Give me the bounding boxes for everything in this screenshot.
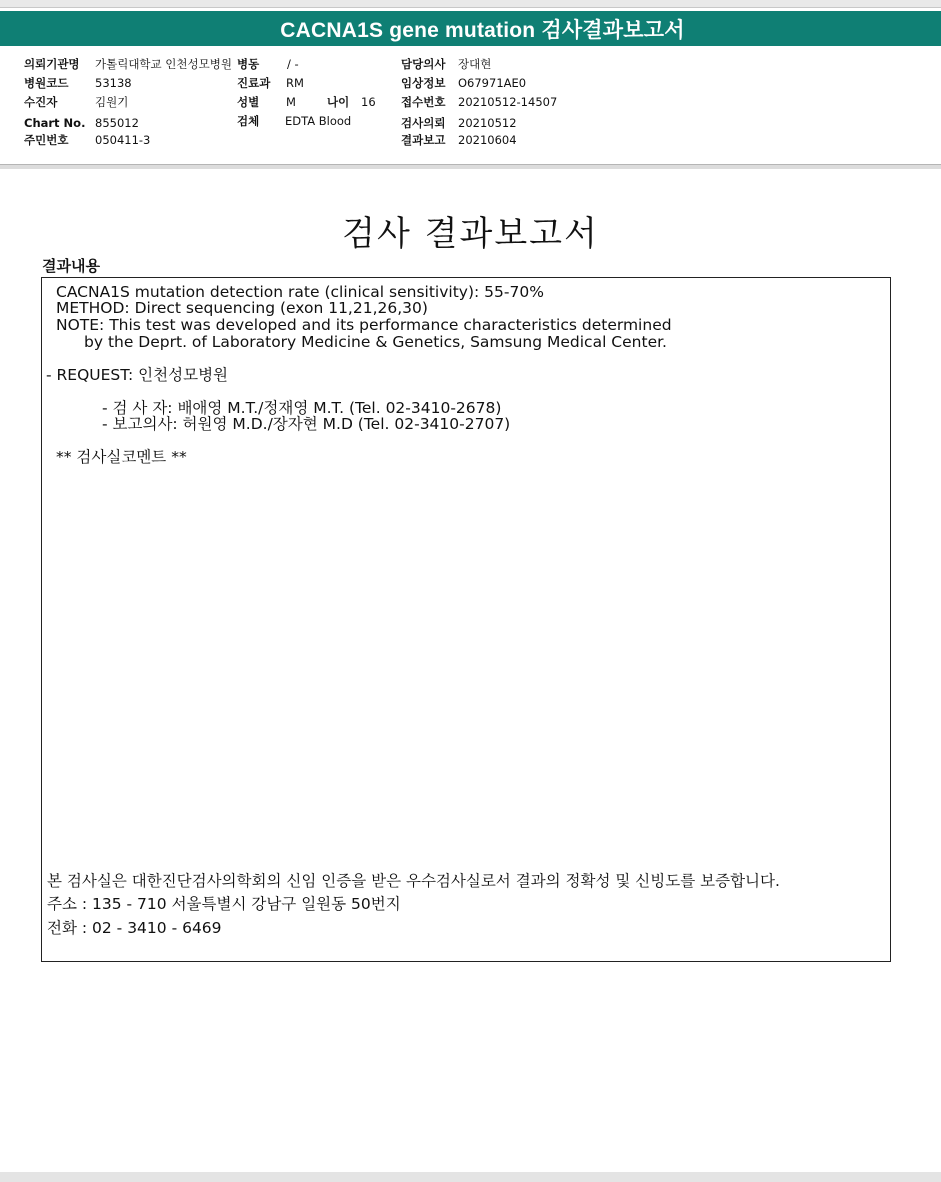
id-number-value: 050411-3	[95, 133, 151, 147]
window-bottom-edge	[0, 1172, 941, 1182]
report-date-value: 20210604	[458, 133, 517, 147]
clinical-info-label: 임상정보	[401, 76, 446, 90]
patient-info-panel	[0, 54, 941, 166]
result-line-note: NOTE: This test was developed and its performance characteristics determined	[56, 316, 672, 334]
result-line-request: - REQUEST: 인천성모병원	[46, 366, 229, 384]
report-header-bar	[0, 11, 941, 46]
chart-no-label: Chart No.	[24, 116, 86, 130]
hospital-code-label: 병원코드	[24, 76, 69, 90]
window-top-edge	[0, 0, 941, 8]
request-date-value: 20210512	[458, 116, 517, 130]
result-line-technologist: - 검 사 자: 배애영 M.T./정재영 M.T. (Tel. 02-3410-2678)	[102, 399, 502, 417]
sex-value: M	[286, 95, 296, 109]
department-value: RM	[286, 76, 304, 90]
ward-value: / -	[287, 57, 299, 71]
info-divider	[0, 164, 941, 169]
result-line-method: METHOD: Direct sequencing (exon 11,21,26,30)	[56, 299, 428, 317]
report-date-label: 결과보고	[401, 133, 446, 147]
chart-no-value: 855012	[95, 116, 139, 130]
recipient-value: 김원기	[95, 95, 129, 109]
result-line-lab-comment-heading: ** 검사실코멘트 **	[56, 448, 187, 466]
result-line-reporting-physician: - 보고의사: 허원영 M.D./장자현 M.D (Tel. 02-3410-2707)	[102, 415, 511, 433]
lab-address: 주소 : 135 - 710 서울특별시 강남구 일원동 50번지	[47, 895, 401, 913]
doctor-label: 담당의사	[401, 57, 446, 71]
age-label: 나이	[327, 95, 350, 109]
accession-value: 20210512-14507	[458, 95, 558, 109]
age-value: 16	[361, 95, 376, 109]
accreditation-statement: 본 검사실은 대한진단검사의학회의 신임 인증을 받은 우수검사실로서 결과의 정확성 및 신빙도를 보증합니다.	[47, 872, 780, 890]
specimen-label: 검체	[237, 114, 260, 128]
result-line-detection-rate: CACNA1S mutation detection rate (clinical sensitivity): 55-70%	[56, 283, 544, 301]
institution-label: 의뢰기관명	[24, 57, 80, 71]
recipient-label: 수진자	[24, 95, 58, 109]
lab-phone: 전화 : 02 - 3410 - 6469	[47, 919, 222, 937]
doctor-value: 장대현	[458, 57, 492, 71]
sex-label: 성별	[237, 95, 260, 109]
result-section-title: 결과내용	[42, 257, 100, 275]
department-label: 진료과	[237, 76, 271, 90]
ward-label: 병동	[237, 57, 260, 71]
specimen-value: EDTA Blood	[285, 114, 352, 128]
header-title: CACNA1S gene mutation 검사결과보고서	[280, 18, 685, 42]
accession-label: 접수번호	[401, 95, 446, 109]
institution-value: 가톨릭대학교 인천성모병원	[95, 57, 232, 71]
report-title: 검사 결과보고서	[342, 214, 599, 254]
result-content-box	[41, 277, 891, 962]
id-number-label: 주민번호	[24, 133, 69, 147]
request-date-label: 검사의뢰	[401, 116, 446, 130]
clinical-info-value: O67971AE0	[458, 76, 527, 90]
hospital-code-value: 53138	[95, 76, 132, 90]
result-line-note-continued: by the Deprt. of Laboratory Medicine & Genetics, Samsung Medical Center.	[84, 333, 667, 351]
